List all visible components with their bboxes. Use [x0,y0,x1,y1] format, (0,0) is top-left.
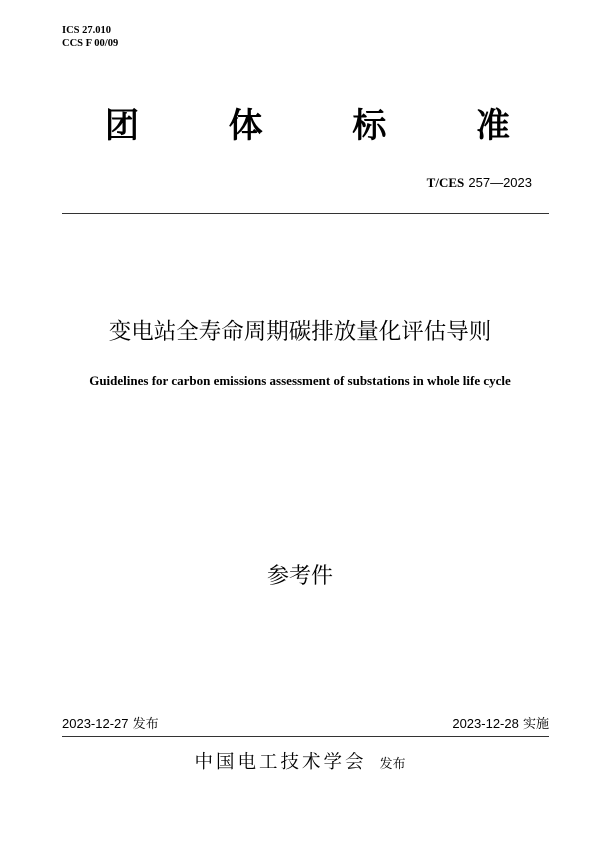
top-divider [62,213,549,214]
bottom-divider [62,736,549,737]
standard-number-value: 257—2023 [468,175,532,190]
standard-number [427,175,532,192]
implementation-date-label: 实施 [522,717,549,732]
issue-date-label: 发布 [132,717,159,732]
standard-type-char: 团 [105,106,139,146]
standard-number-prefix: T/CES [426,175,465,190]
ics-code: ICS 27.010 [62,25,112,36]
publisher [0,749,600,779]
reference-label: 参考件 [266,564,333,589]
english-title: Guidelines for carbon emissions assessment of substations in whole life cycle [89,373,511,388]
implementation-date-value: 2023-12-28 [452,716,519,731]
classification-codes [62,24,118,50]
publisher-organization: 中国电工技术学会 [194,752,367,773]
standard-type-heading [105,104,510,148]
issue-date-value: 2023-12-27 [62,716,129,731]
chinese-title: 变电站全寿命周期碳排放量化评估导则 [108,319,492,345]
issue-date [62,715,159,734]
standard-type-char: 准 [475,106,510,146]
publisher-action: 发布 [379,757,406,772]
ccs-code: CCS F 00/09 [62,38,119,49]
standard-type-char: 体 [228,106,263,146]
standard-type-char: 标 [352,106,387,146]
implementation-date [452,715,549,734]
